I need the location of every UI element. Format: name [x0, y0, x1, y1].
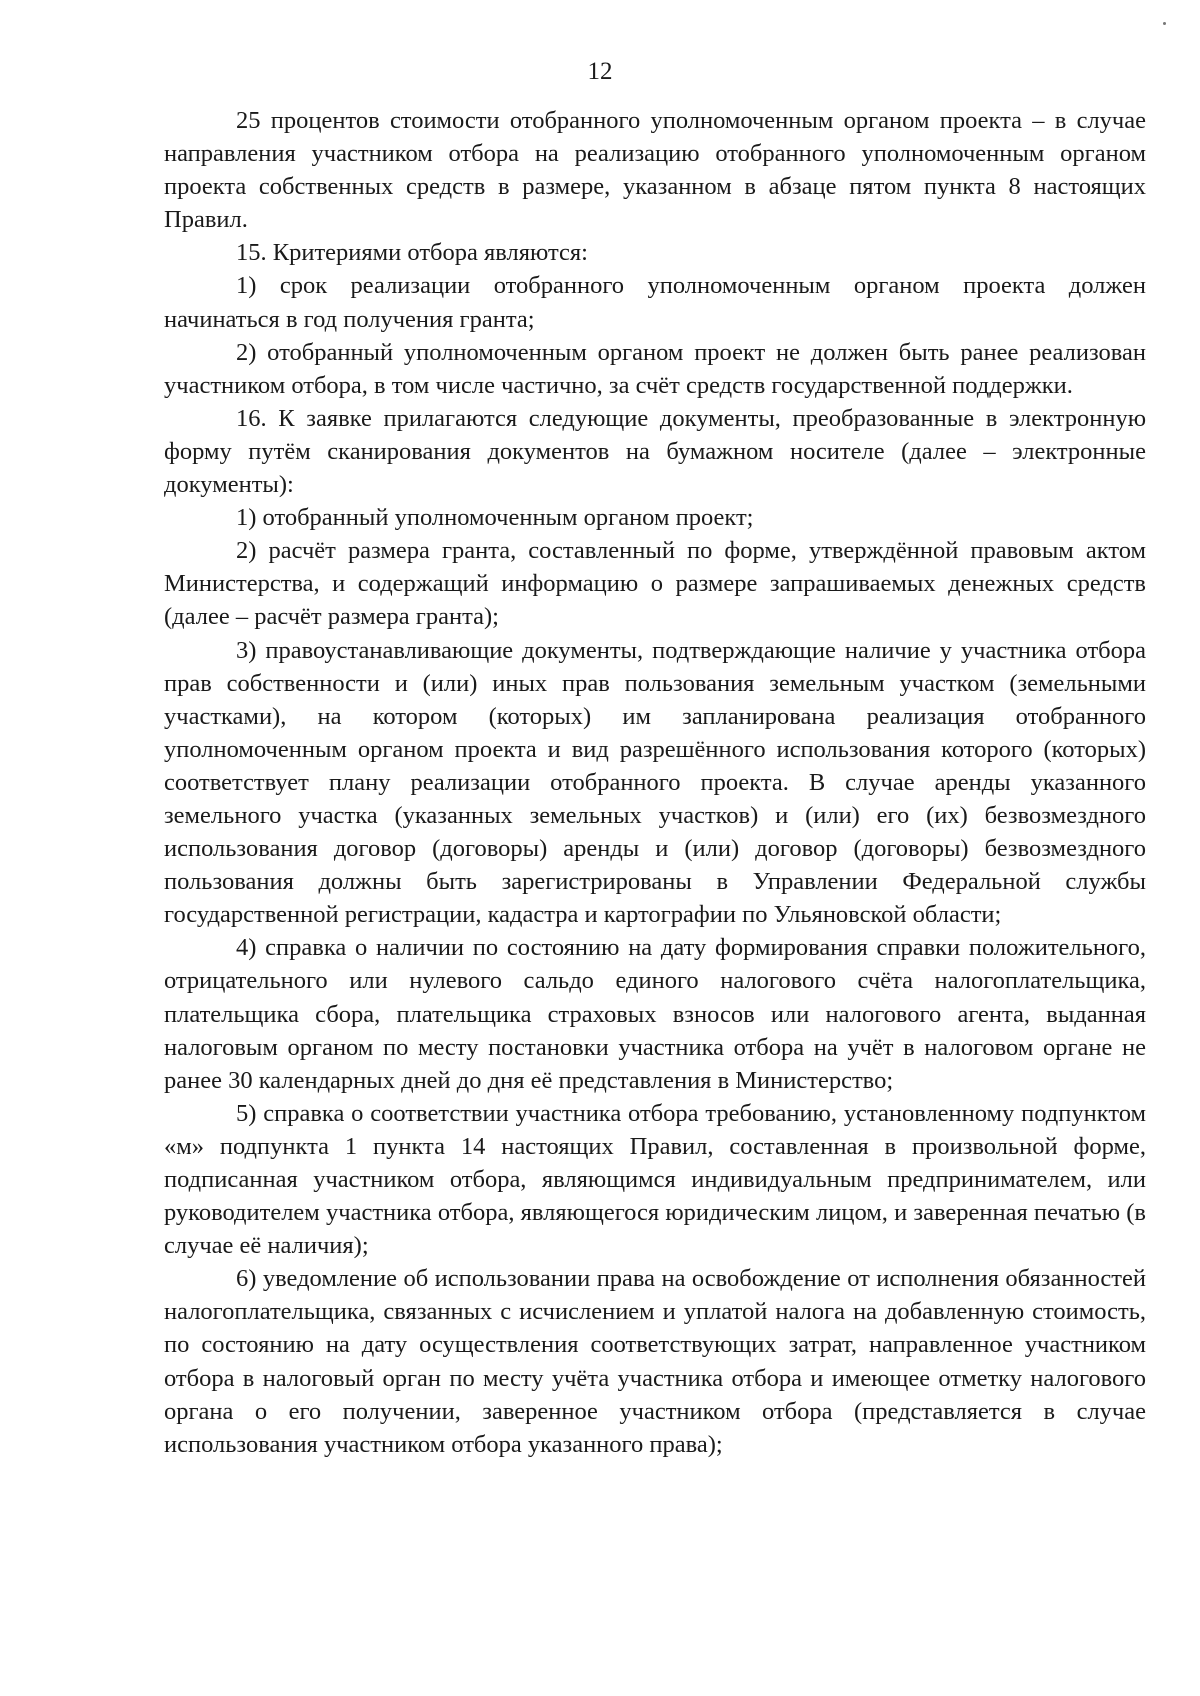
page-number: 12 — [587, 58, 613, 85]
paragraph-16-item-6: 6) уведомление об использовании права на освобождение от исполнения обязанностей налогоплательщика, связанных с исчислением и уплатой налога на добавленную стоимость, по состоянию на дату осуществления соответствующих затрат, направленное участником отбора в налоговый орган по месту учёта участника отбора и имеющее отметку налогового органа о его получении, заверенное участником отбора (представляется в случае использования участником отбора указанного права); — [164, 1265, 1146, 1458]
paragraph-16-item-5: 5) справка о соответствии участника отбора требованию, установленному подпунктом «м» подпункта 1 пункта 14 настоящих Правил, составленная в произвольной форме, подписанная участником отбора, являющимся индивидуальным предпринимателем, или руководителем участника отбора, являющегося юридическим лицом, и заверенная печатью (в случае её наличия); — [164, 1099, 1146, 1260]
paragraph-16-item-3: 3) правоустанавливающие документы, подтверждающие наличие у участника отбора прав собственности и (или) иных прав пользования земельным участком (земельными участками), на котором (которых) им запланирована реализация отобранного уполномоченным органом проекта и вид разрешённого использования которого (которых) соответствует плану реализации отобранного проекта. В случае аренды указанного земельного участка (указанных земельных участков) и (или) его (их) безвозмездного использования договор (договоры) аренды и (или) договор (договоры) безвозмездного пользования должны быть зарегистрированы в Управлении Федеральной службы государственной регистрации, кадастра и картографии по Ульяновской области; — [164, 636, 1146, 929]
document-body — [164, 104, 1146, 1461]
paragraph-16-item-2: 2) расчёт размера гранта, составленный по форме, утверждённой правовым актом Министерства, и содержащий информацию о размере запрашиваемых денежных средств (далее – расчёт размера гранта); — [164, 537, 1146, 631]
scan-dot-mark — [1163, 22, 1166, 25]
paragraph-16-heading: 16. К заявке прилагаются следующие документы, преобразованные в электронную форму путём сканирования документов на бумажном носителе (далее – электронные документы): — [164, 404, 1146, 499]
paragraph-16-item-1: 1) отобранный уполномоченным органом проект; — [236, 504, 754, 532]
paragraph-16-item-4: 4) справка о наличии по состоянию на дату формирования справки положительного, отрицательного или нулевого сальдо единого налогового счёта налогоплательщика, плательщика сбора, плательщика страховых взносов или налогового агента, выданная налоговым органом по месту постановки участника отбора на учёт в налоговом органе не ранее 30 календарных дней до дня её представления в Министерство; — [164, 934, 1146, 1094]
paragraph-15-heading: 15. Критериями отбора являются: — [236, 239, 588, 267]
paragraph-continuation: 25 процентов стоимости отобранного уполномоченным органом проекта – в случае направления участником отбора на реализацию отобранного уполномоченным органом проекта собственных средств в размере, указанном в абзаце пятом пункта 8 настоящих Правил. — [164, 107, 1146, 234]
paragraph-15-item-1: 1) срок реализации отобранного уполномоченным органом проекта должен начинаться в год получения гранта; — [164, 272, 1146, 333]
paragraph-15-item-2: 2) отобранный уполномоченным органом проект не должен быть ранее реализован участником отбора, в том числе частично, за счёт средств государственной поддержки. — [164, 338, 1146, 399]
